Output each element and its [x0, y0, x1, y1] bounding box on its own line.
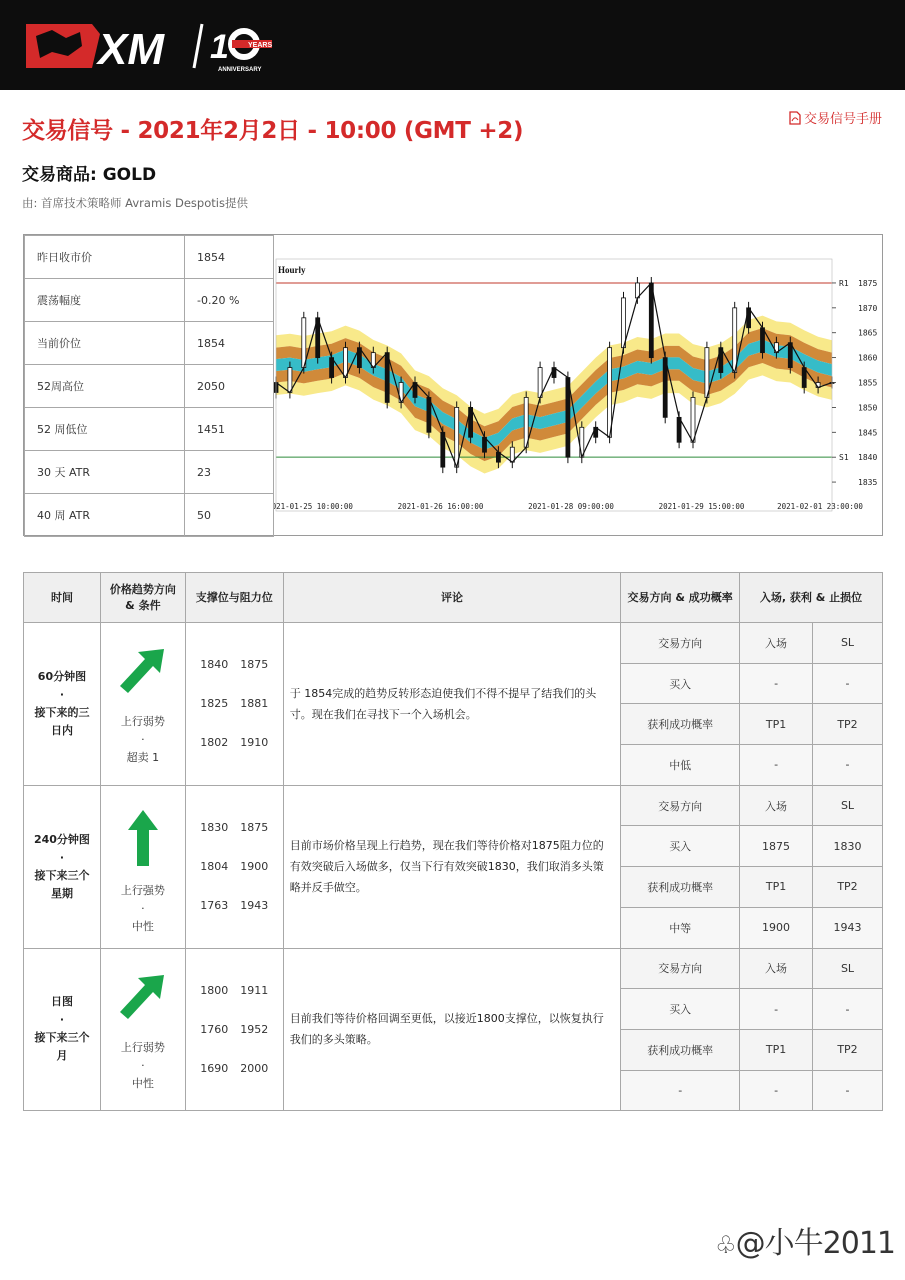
market-overview — [23, 234, 883, 536]
stats-row — [25, 365, 274, 408]
support-level: 1760 — [200, 1022, 229, 1036]
timeframe-span-end: 日内 — [50, 723, 73, 737]
price-candle — [427, 397, 431, 432]
level-pair — [186, 886, 283, 925]
stat-label: 40 周 ATR — [25, 494, 185, 537]
watermark-text: @小牛2011 — [735, 1226, 895, 1261]
trade-grid-cell: 交易方向 — [621, 623, 740, 664]
header-levels: 支撑位与阻力位 — [185, 573, 283, 623]
signal-row — [24, 623, 883, 664]
support-level: 1802 — [200, 736, 229, 750]
stat-value: 50 — [185, 494, 274, 537]
trade-grid-cell: - — [740, 989, 813, 1030]
resistance-level: 1911 — [240, 983, 269, 997]
stat-value: 1854 — [185, 322, 274, 365]
trade-grid-cell: SL — [813, 623, 883, 664]
trade-grid-cell: 买入 — [621, 989, 740, 1030]
stat-value: 2050 — [185, 365, 274, 408]
timeframe-cell — [24, 948, 101, 1111]
support-label: S1 — [839, 453, 849, 463]
timeframe-dot: · — [59, 850, 65, 864]
y-tick-label: 1845 — [858, 428, 878, 438]
trade-grid-cell: - — [813, 663, 883, 704]
resistance-level: 1881 — [240, 697, 269, 711]
trend-label: 上行弱势 — [120, 715, 165, 728]
trade-grid-cell: 入场 — [740, 785, 813, 826]
trade-grid-cell: - — [740, 1070, 813, 1111]
chart-svg — [274, 235, 882, 535]
header-entry: 入场, 获利 & 止损位 — [740, 573, 883, 623]
stats-row — [25, 322, 274, 365]
level-pair — [186, 645, 283, 684]
timeframe-dot: · — [59, 687, 65, 701]
timeframe-dot: · — [59, 1013, 65, 1027]
trade-grid-cell: - — [621, 1070, 740, 1111]
author-byline: 由: 首席技术策略师 Avramis Despotis提供 — [22, 196, 248, 210]
level-pair — [186, 1049, 283, 1088]
signal-row — [24, 785, 883, 826]
trade-grid-cell: TP2 — [813, 867, 883, 908]
svg-text:ANNIVERSARY: ANNIVERSARY — [218, 67, 262, 73]
trade-grid-cell: - — [740, 745, 813, 786]
arrow-up-right-icon — [118, 971, 168, 1025]
stat-label: 昨日收市价 — [25, 236, 185, 279]
trend-label: 上行弱势 — [120, 1040, 165, 1054]
comment-cell: 目前市场价格呈现上行趋势，现在我们等待价格对1875阻力位的有效突破后入场做多，仅当下行有效突破1830，我们取消多头策略并反手做空。 — [283, 785, 621, 948]
support-level: 1800 — [200, 983, 229, 997]
timeframe-name: 60分钟图 — [37, 669, 87, 683]
x-tick-label: 2021-01-28 09:00:00 — [528, 502, 614, 511]
x-tick-label: 2021-01-25 10:00:00 — [274, 502, 353, 511]
trade-grid-cell: TP2 — [813, 1029, 883, 1070]
header-direction: 交易方向 & 成功概率 — [621, 573, 740, 623]
trade-grid-cell: - — [813, 1070, 883, 1111]
support-level: 1840 — [200, 658, 229, 672]
timeframe-cell — [24, 785, 101, 948]
page-title: 交易信号 - 2021年2月2日 - 10:00 (GMT +2) — [22, 118, 524, 144]
trend-cell — [100, 785, 185, 948]
levels-cell — [185, 948, 283, 1111]
trade-grid-cell: 1943 — [813, 907, 883, 948]
y-tick-label: 1840 — [858, 453, 878, 463]
price-candle — [705, 348, 709, 398]
comment-cell: 于 1854完成的趋势反转形态迫使我们不得不提早了结我们的头寸。现在我们在寻找下一个入场机会。 — [283, 623, 621, 786]
trend-dot: · — [141, 1058, 145, 1072]
trade-grid-cell: TP1 — [740, 1029, 813, 1070]
timeframe-span: 接下来三个 — [34, 868, 90, 882]
stat-label: 震荡幅度 — [25, 279, 185, 322]
comment-cell: 目前我们等待价格回调至更低，以接近1800支撑位，以恢复执行我们的多头策略。 — [283, 948, 621, 1111]
price-candle — [344, 348, 348, 378]
price-candle — [385, 353, 389, 403]
stat-value: -0.20 % — [185, 279, 274, 322]
stats-table — [24, 235, 274, 537]
price-candle — [538, 368, 542, 398]
trade-grid-cell: TP1 — [740, 704, 813, 745]
price-candle — [622, 298, 626, 348]
header-time: 时间 — [24, 573, 101, 623]
stats-row — [25, 279, 274, 322]
y-tick-label: 1835 — [858, 478, 878, 488]
price-candle — [524, 397, 528, 447]
timeframe-span-end: 月 — [56, 1049, 68, 1063]
resistance-label: R1 — [839, 278, 849, 288]
signal-table — [23, 572, 883, 1111]
price-candle — [691, 397, 695, 442]
xm-logo — [22, 16, 292, 76]
trade-grid-cell: 买入 — [621, 826, 740, 867]
trade-grid-cell: 中等 — [621, 907, 740, 948]
header-comment: 评论 — [283, 573, 621, 623]
price-candle — [302, 318, 306, 368]
stats-row — [25, 236, 274, 279]
stat-label: 当前价位 — [25, 322, 185, 365]
signal-header-row — [24, 573, 883, 623]
support-level: 1763 — [200, 899, 229, 913]
trade-grid-cell: TP1 — [740, 867, 813, 908]
resistance-level: 1875 — [240, 658, 269, 672]
support-level: 1825 — [200, 697, 229, 711]
resistance-level: 1910 — [240, 736, 269, 750]
hourly-chart — [274, 235, 882, 535]
trend-condition: 中性 — [131, 1076, 154, 1090]
trade-grid-cell: - — [740, 663, 813, 704]
pdf-icon — [789, 111, 801, 125]
stat-label: 52 周低位 — [25, 408, 185, 451]
price-candle — [608, 348, 612, 438]
level-pair — [186, 684, 283, 723]
trade-grid-cell: 交易方向 — [621, 785, 740, 826]
x-tick-label: 2021-02-01 23:00:00 — [777, 502, 863, 511]
chart-title: Hourly — [278, 265, 306, 275]
trade-grid-cell: 1830 — [813, 826, 883, 867]
arrow-up-right-icon — [118, 645, 168, 699]
signal-row — [24, 948, 883, 989]
trend-label: 上行强势 — [120, 883, 165, 897]
stat-value: 23 — [185, 451, 274, 494]
trade-grid-cell: 买入 — [621, 663, 740, 704]
svg-text:YEARS: YEARS — [248, 42, 273, 49]
level-pair — [186, 723, 283, 762]
header-trend: 价格趋势方向 & 条件 — [100, 573, 185, 623]
resistance-level: 1875 — [240, 821, 269, 835]
timeframe-name: 240分钟图 — [33, 832, 90, 846]
support-level: 1830 — [200, 821, 229, 835]
header-bar — [0, 0, 905, 90]
level-pair — [186, 971, 283, 1010]
price-candle — [455, 407, 459, 467]
trade-grid-cell: 获利成功概率 — [621, 704, 740, 745]
trade-grid-cell: SL — [813, 785, 883, 826]
y-tick-label: 1865 — [858, 328, 878, 338]
trade-grid-cell: TP2 — [813, 704, 883, 745]
y-tick-label: 1850 — [858, 403, 878, 413]
watermark-logo-icon: ♧ — [715, 1231, 736, 1259]
trade-grid-cell: 获利成功概率 — [621, 867, 740, 908]
svg-text:1: 1 — [210, 28, 229, 66]
trend-cell — [100, 948, 185, 1111]
timeframe-span-end: 星期 — [50, 886, 73, 900]
trade-grid-cell: 中低 — [621, 745, 740, 786]
signal-manual-link[interactable] — [789, 108, 882, 127]
trade-grid-cell: 获利成功概率 — [621, 1029, 740, 1070]
x-tick-label: 2021-01-29 15:00:00 — [658, 502, 745, 511]
trend-dot: · — [141, 901, 145, 915]
y-tick-label: 1875 — [858, 278, 878, 288]
trade-grid-cell: SL — [813, 948, 883, 989]
timeframe-span: 接下来三个 — [34, 1031, 90, 1045]
resistance-level: 1943 — [240, 899, 269, 913]
timeframe-name: 日图 — [50, 995, 73, 1009]
level-pair — [186, 1010, 283, 1049]
arrow-up-icon — [123, 808, 163, 868]
support-level: 1804 — [200, 860, 229, 874]
resistance-level: 2000 — [240, 1061, 269, 1075]
instrument-title: 交易商品: GOLD — [22, 165, 157, 185]
trade-grid-cell: 交易方向 — [621, 948, 740, 989]
trade-grid-cell: - — [813, 989, 883, 1030]
level-pair — [186, 847, 283, 886]
price-candle — [566, 378, 570, 458]
stat-value: 1451 — [185, 408, 274, 451]
stat-label: 52周高位 — [25, 365, 185, 408]
signal-manual-label[interactable]: 交易信号手册 — [803, 112, 882, 127]
levels-cell — [185, 623, 283, 786]
price-candle — [441, 432, 445, 467]
trade-grid-cell: 1875 — [740, 826, 813, 867]
trend-condition: 中性 — [131, 919, 154, 933]
trend-cell — [100, 623, 185, 786]
timeframe-cell — [24, 623, 101, 786]
trend-dot: · — [141, 733, 145, 746]
price-candle — [733, 308, 737, 373]
resistance-level: 1900 — [240, 860, 269, 874]
support-level: 1690 — [200, 1061, 229, 1075]
price-candle — [663, 358, 667, 418]
stat-value: 1854 — [185, 236, 274, 279]
stats-row — [25, 408, 274, 451]
trade-grid-cell: 1900 — [740, 907, 813, 948]
price-candle — [580, 427, 584, 457]
trade-grid-cell: 入场 — [740, 948, 813, 989]
stats-row — [25, 494, 274, 537]
x-tick-label: 2021-01-26 16:00:00 — [397, 502, 484, 511]
y-tick-label: 1855 — [858, 378, 878, 388]
stats-row — [25, 451, 274, 494]
level-pair — [186, 808, 283, 847]
price-candle — [649, 283, 653, 358]
y-tick-label: 1870 — [858, 303, 878, 313]
timeframe-span: 接下来的三 — [34, 705, 90, 719]
resistance-level: 1952 — [240, 1022, 269, 1036]
watermark — [715, 1218, 895, 1262]
levels-cell — [185, 785, 283, 948]
trade-grid-cell: 入场 — [740, 623, 813, 664]
stat-label: 30 天 ATR — [25, 451, 185, 494]
trend-condition: 超卖 1 — [126, 751, 160, 764]
y-tick-label: 1860 — [858, 353, 878, 363]
trade-grid-cell: - — [813, 745, 883, 786]
svg-text:XM: XM — [98, 25, 164, 74]
